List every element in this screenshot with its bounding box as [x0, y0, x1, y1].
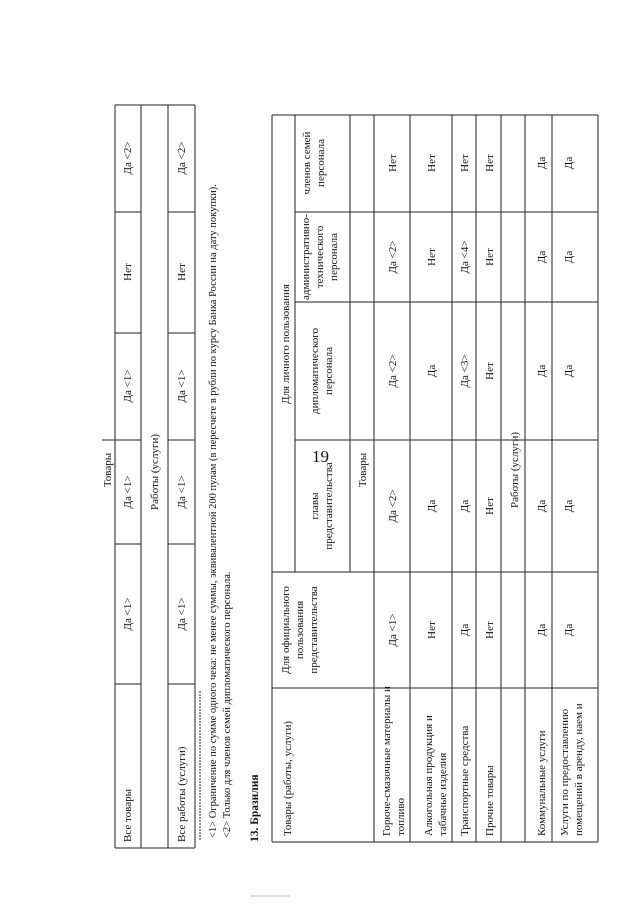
works-row-1-value-1: Да	[536, 623, 548, 637]
page-number: 19	[312, 447, 329, 466]
table1-row-all-goods-value-4: Нет	[122, 263, 134, 281]
table2-col-official-line-2: пользования	[294, 600, 306, 660]
table1-goods-header: Товары	[102, 452, 114, 488]
table2-col-goods: Товары (работы, услуги)	[282, 720, 294, 836]
table1-row-all-works-value-1: Да <1>	[176, 597, 188, 631]
goods-row-3-label: Транспортные средства	[459, 725, 471, 836]
goods-row-1-label-line-2: топливо	[395, 797, 407, 836]
works-row-2-label-line-2: помещений в аренду, наем и	[573, 703, 585, 836]
goods-row-4-value-5: Нет	[484, 154, 496, 172]
goods-row-2-label-line-2: табачные изделия	[437, 752, 449, 836]
footnote-1: <1> Ограничение по сумме одного чека: не менее суммы, эквивалентной 200 пулам (в пересчете в рубли по курсу Банка России на дату покупки).	[208, 184, 219, 838]
goods-row-2-value-5: Нет	[426, 154, 438, 172]
goods-row-1-value-5: Нет	[387, 154, 399, 172]
goods-row-2-value-4: Нет	[426, 248, 438, 266]
goods-row-1-label-line-1: Горюче-смазочные материалы и	[381, 686, 393, 836]
table1-row-all-works-value-5: Да <2>	[176, 141, 188, 175]
table2-subhead-diplomatic-line-2: персонала	[323, 347, 335, 395]
table1-row-all-goods-value-1: Да <1>	[122, 597, 134, 631]
table2-subhead-head-line-2: представительства	[323, 462, 335, 550]
goods-row-3-value-4: Да <4>	[459, 240, 471, 274]
goods-row-3-value-2: Да	[459, 499, 471, 513]
works-row-2-value-5: Да	[563, 156, 575, 170]
goods-row-4-value-1: Нет	[484, 621, 496, 639]
goods-row-3-value-1: Да	[459, 623, 471, 637]
works-row-2-value-1: Да	[563, 623, 575, 637]
table2-subhead-admin-line-3: персонала	[328, 233, 340, 281]
table1-works-header: Работы (услуги)	[149, 434, 161, 510]
goods-row-2-value-1: Нет	[426, 621, 438, 639]
table1-row-all-works-value-3: Да <1>	[176, 369, 188, 403]
goods-row-4-value-3: Нет	[484, 362, 496, 380]
table2-section-works: Работы (услуги)	[509, 432, 521, 508]
table2-col-official-line-3: представительства	[308, 586, 320, 674]
table2-col-official-line-1: Для официального	[280, 586, 292, 674]
table1-row-all-works-value-2: Да <1>	[176, 475, 188, 509]
goods-row-2-value-2: Да	[426, 499, 438, 513]
goods-row-2-value-3: Да	[426, 364, 438, 378]
goods-row-3-value-3: Да <3>	[459, 354, 471, 388]
works-row-1-value-5: Да	[536, 156, 548, 170]
works-row-1-value-4: Да	[536, 250, 548, 264]
table2-subhead-admin-line-1: административно-	[300, 214, 312, 300]
goods-row-1-value-2: Да <2>	[387, 489, 399, 523]
table1-row-all-works-label: Все работы (услуги)	[176, 746, 188, 842]
section-title: 13. Бразилия	[249, 774, 261, 842]
works-row-1-value-2: Да	[536, 499, 548, 513]
table-brazil	[272, 115, 598, 842]
goods-row-2-label-line-1: Алкогольная продукция и	[423, 715, 435, 836]
footnote-2: <2> Только для членов семей дипломатического персонала.	[222, 571, 233, 838]
table2-col-personal: Для личного пользования	[280, 284, 292, 404]
works-row-2-value-3: Да	[563, 364, 575, 378]
goods-row-3-value-5: Нет	[459, 154, 471, 172]
table1-row-all-goods-value-2: Да <1>	[122, 475, 134, 509]
works-row-2-value-4: Да	[563, 250, 575, 264]
goods-row-1-value-1: Да <1>	[387, 613, 399, 647]
table2-subhead-family-line-1: членов семей	[301, 131, 313, 195]
goods-row-4-value-4: Нет	[484, 248, 496, 266]
table1-row-all-goods-value-5: Да <2>	[122, 141, 134, 175]
table1-row-all-works-value-4: Нет	[176, 263, 188, 281]
goods-row-4-value-2: Нет	[484, 497, 496, 515]
table2-subhead-head-line-1: главы	[309, 492, 321, 520]
goods-row-4-label: Прочие товары	[484, 765, 496, 836]
table1-row-all-goods-label: Все товары	[122, 789, 134, 842]
table2-subhead-family-line-2: персонала	[315, 139, 327, 187]
table1-row-all-goods-value-3: Да <1>	[122, 369, 134, 403]
table2-subhead-diplomatic-line-1: дипломатического	[309, 328, 321, 414]
works-row-1-label: Коммунальные услуги	[536, 730, 548, 836]
table2-section-goods: Товары	[357, 452, 369, 488]
goods-row-1-value-4: Да <2>	[387, 240, 399, 274]
goods-row-1-value-3: Да <2>	[387, 354, 399, 388]
works-row-1-value-3: Да	[536, 364, 548, 378]
works-row-2-label-line-1: Услуги по предоставлению	[559, 708, 571, 836]
table2-value-cells	[387, 154, 575, 647]
table2-subhead-admin-line-2: технического	[314, 225, 326, 289]
works-row-2-value-2: Да	[563, 499, 575, 513]
